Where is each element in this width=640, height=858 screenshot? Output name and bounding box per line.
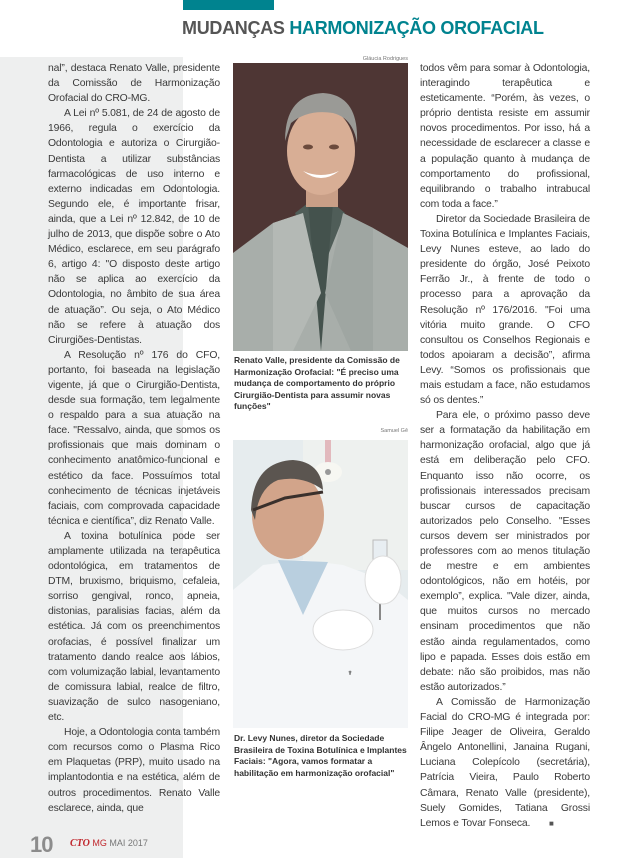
photo-caption: Renato Valle, presidente da Comissão de Harmonização Orofacial: "É preciso uma mudança de comportamento do próprio Cirurgião-Dentista para assumir novas funções" [234, 355, 400, 412]
portrait-illustration [233, 63, 408, 351]
paragraph: nal”, destaca Renato Valle, presidente da Comissão de Harmonização Orofacial do CRO-MG. [48, 63, 220, 105]
paragraph: A Resolução nº 176 do CFO, portanto, foi baseada na legislação vigente, já que o Cirurgião-Dentista, desde sua formação, tem legalmente o respaldo para a sua atuação na face. "Ressalvo, ainda, que somos os profissionais que mais dominam o conhecimento anatômico-funcional e estético da face. Possuímos total conhecimento de técnicas injetáveis faciais, com comprovada capacidade técnica e científica”, diz Renato Valle. [48, 349, 220, 527]
topic-label: HARMONIZAÇÃO OROFACIAL [289, 18, 544, 38]
section-color-bar [183, 0, 274, 10]
paragraph: Hoje, a Odontologia conta também com recursos como o Plasma Rico em Plaquetas (PRP), muito usado na implantodontia e na estética, além de outros procedimentos. Renato Valle esclarece, ainda, que [48, 727, 220, 814]
photo-caption: Dr. Levy Nunes, diretor da Sociedade Brasileira de Toxina Botulínica e Implantes Faciais: "Agora, vamos formatar a habilitação em harmonização orofacial" [234, 733, 407, 778]
portrait-illustration [233, 440, 408, 728]
publication-logo [70, 838, 148, 849]
paragraph [420, 695, 590, 831]
logo-cto: CTO [70, 838, 90, 849]
issue-date: MAI 2017 [109, 838, 148, 848]
paragraph: Para ele, o próximo passo deve ser a formatação da habilitação em harmonização orofacial, algo que já está em deliberação pelo CFO. Enquanto isso não ocorre, os profissionais interessados precisam buscar cursos de capacitação autorizados pelo Conselho. "Esses cursos devem ser ministrados por professores com ao menos titulação de mestre e em ambientes odontológicos, não em hotéis, por exemplo”, explica. "Vale dizer, ainda, que muitos cursos no mercado ensinam procedimentos que não estão ainda regulamentados, como lipo e papada. Esses dois estão em debate: não são proibidos, mas não estão autorizados.” [420, 410, 590, 693]
paragraph: todos vêm para somar à Odontologia, interagindo terapêutica e esteticamente. “Porém, às vezes, o próprio dentista resiste em assumir novos procedimentos. Por isso, há a necessidade de esclarecer a classe e a população quanto à mudança de comportamento do profissional, equilibrando o trabalho intrabucal com toda a face.” [420, 63, 590, 210]
paragraph: Diretor da Sociedade Brasileira de Toxina Botulínica e Implantes Faciais, Levy Nunes esteve, ao lado do presidente do órgão, José Peixoto Ferrão Jr., à frente de todo o processo para a aprovação da Resolução nº 176/2016. "Foi uma vitória muito grande. O CFO consultou os Conselhos Regionais e todos apoiaram a decisão”, afirma Levy. “Somos os profissionais que mais estudam a face, não estudamos só os dentes.” [420, 213, 590, 407]
coat-embroidery: ☤ [348, 671, 353, 677]
logo-mg: MG [92, 838, 107, 848]
photo-renato-valle [233, 63, 408, 351]
section-label: MUDANÇAS [182, 18, 285, 38]
page-header [182, 18, 622, 39]
photo-credit: Samuel Gê [380, 428, 408, 434]
photo-levy-nunes [233, 440, 408, 728]
photo-credit: Gláucia Rodrigues [362, 56, 408, 62]
paragraph: A Lei nº 5.081, de 24 de agosto de 1966, regula o exercício da Odontologia e autoriza o Cirurgião-Dentista a utilizar substâncias farmacológicas de uso interno e externo indicadas em Odontologia. Segundo ele, é importante frisar, ainda, que a Lei nº 12.842, de 10 de julho de 2013, que dispõe sobre o Ato Médico, esclarece, em seu parágrafo 6, artigo 4: "O disposto deste artigo não se aplica ao exercício da Odontologia, no âmbito de sua área de atuação”. Ou seja, o Ato Médico não se refere à atuação dos Cirurgiões-Dentistas. [48, 108, 220, 346]
paragraph: A toxina botulínica pode ser amplamente utilizada na terapêutica odontológica, em tratamentos de DTM, bruxismo, briquismo, cefaleia, sorriso gengival, ronco, apneia, distonias, paralisias facias, além da estética. Já com os preenchimentos orofacias, é possível finalizar um tratamento dando realce aos lábios, com volumização labial, levantamento de comissura labial, realce de filtro, suavização de sulco nasogeniano, etc. [48, 530, 220, 724]
paragraph-text: A Comissão de Harmonização Facial do CRO-MG é integrada por: Filipe Jeager de Oliveira, Geraldo Ângelo Antonellini, Janaina Rugani, Luciana Colepícolo (secretária), Patrícia Vieira, Paulo Roberto Câmara, Renato Valle (presidente), Suely Gomides, Tatiana Grossi Lemos e Tovar Fonseca. [420, 696, 590, 829]
right-text-column [420, 61, 590, 831]
tooth-icon: ■ [549, 818, 554, 828]
left-text-column [48, 61, 220, 816]
page-number: 10 [30, 832, 53, 857]
